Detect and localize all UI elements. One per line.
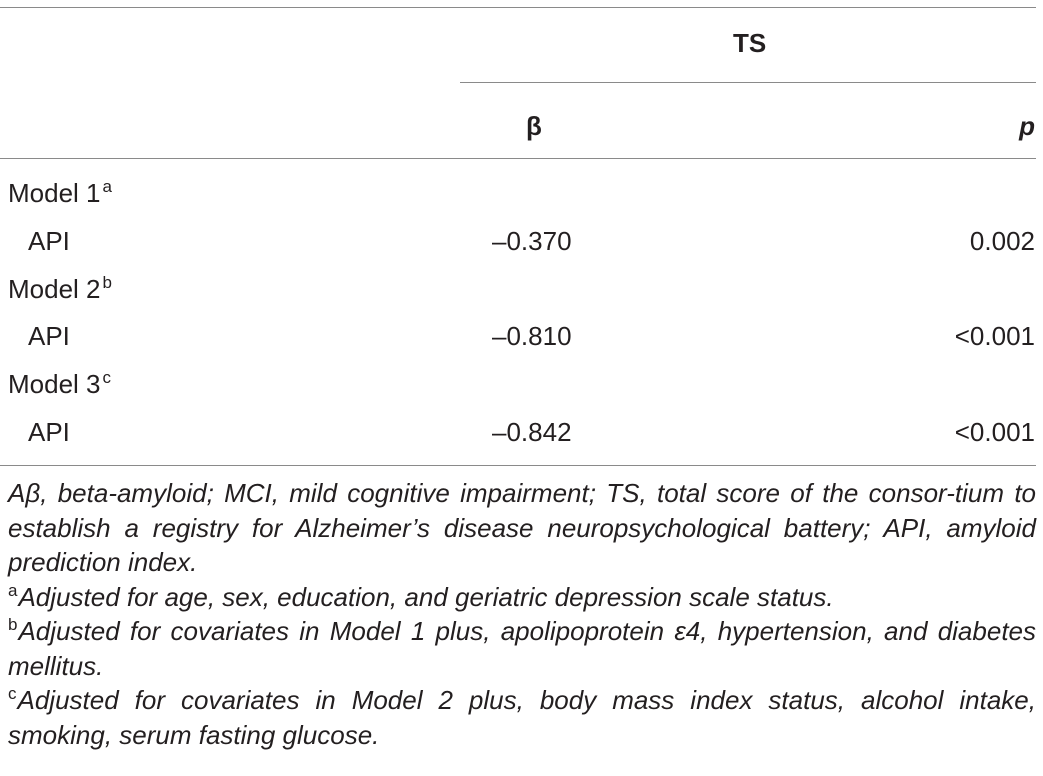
column-header-beta: β [526, 111, 542, 141]
footnote-c-text: Adjusted for covariates in Model 2 plus, body mass index status, alcohol intake, smoking, serum fasting glucose. [8, 685, 1036, 750]
model-3-footnote-mark: c [102, 368, 111, 387]
model-1-api-label: API [28, 226, 70, 256]
model-3-api-label: API [28, 417, 70, 447]
model-3-label: Model 3 $^c$ [8, 368, 111, 399]
column-header-p: p [1019, 111, 1035, 141]
model-2-p-value: <0.001 [954, 321, 1035, 351]
group-header-ts: TS [733, 28, 767, 58]
footnote-b-mark: b [8, 615, 18, 634]
model-1-beta-value: –0.370 [492, 226, 572, 256]
table-top-rule [0, 7, 1036, 8]
model-2-label: Model 2 $^b$ [8, 273, 112, 304]
model-3-beta-value: –0.842 [492, 417, 572, 447]
footnote-a [8, 580, 1036, 615]
footnote-b [8, 614, 1036, 683]
footnote-a-mark: a [8, 580, 18, 600]
footnote-b-text: Adjusted for covariates in Model 1 plus, apolipoprotein ε4, hypertension, and diabetes mellitus. [8, 616, 1036, 681]
table-bottom-rule [0, 465, 1036, 466]
footnote-a-text: Adjusted for age, sex, education, and geriatric depression scale status. [18, 581, 834, 612]
footnote-abbreviations: Aβ, beta-amyloid; MCI, mild cognitive impairment; TS, total score of the consor-tium to establish a registry for Alzheimer’s disease neuropsychological battery; API, amyloid prediction index. [8, 478, 1036, 577]
model-2-api-label: API [28, 321, 70, 351]
model-1-label: Model 1 $^a$ [8, 177, 112, 208]
model-1-p-value: 0.002 [969, 226, 1035, 256]
model-1-footnote-mark: a [102, 177, 112, 196]
table-footnotes [8, 476, 1036, 752]
header-bottom-rule [0, 158, 1036, 159]
model-2-beta-value: –0.810 [492, 321, 572, 351]
model-3-p-value: <0.001 [954, 417, 1035, 447]
footnote-c-mark: c [8, 684, 17, 703]
group-header-rule [460, 82, 1036, 83]
footnote-c [8, 683, 1036, 752]
model-2-footnote-mark: b [102, 273, 112, 292]
